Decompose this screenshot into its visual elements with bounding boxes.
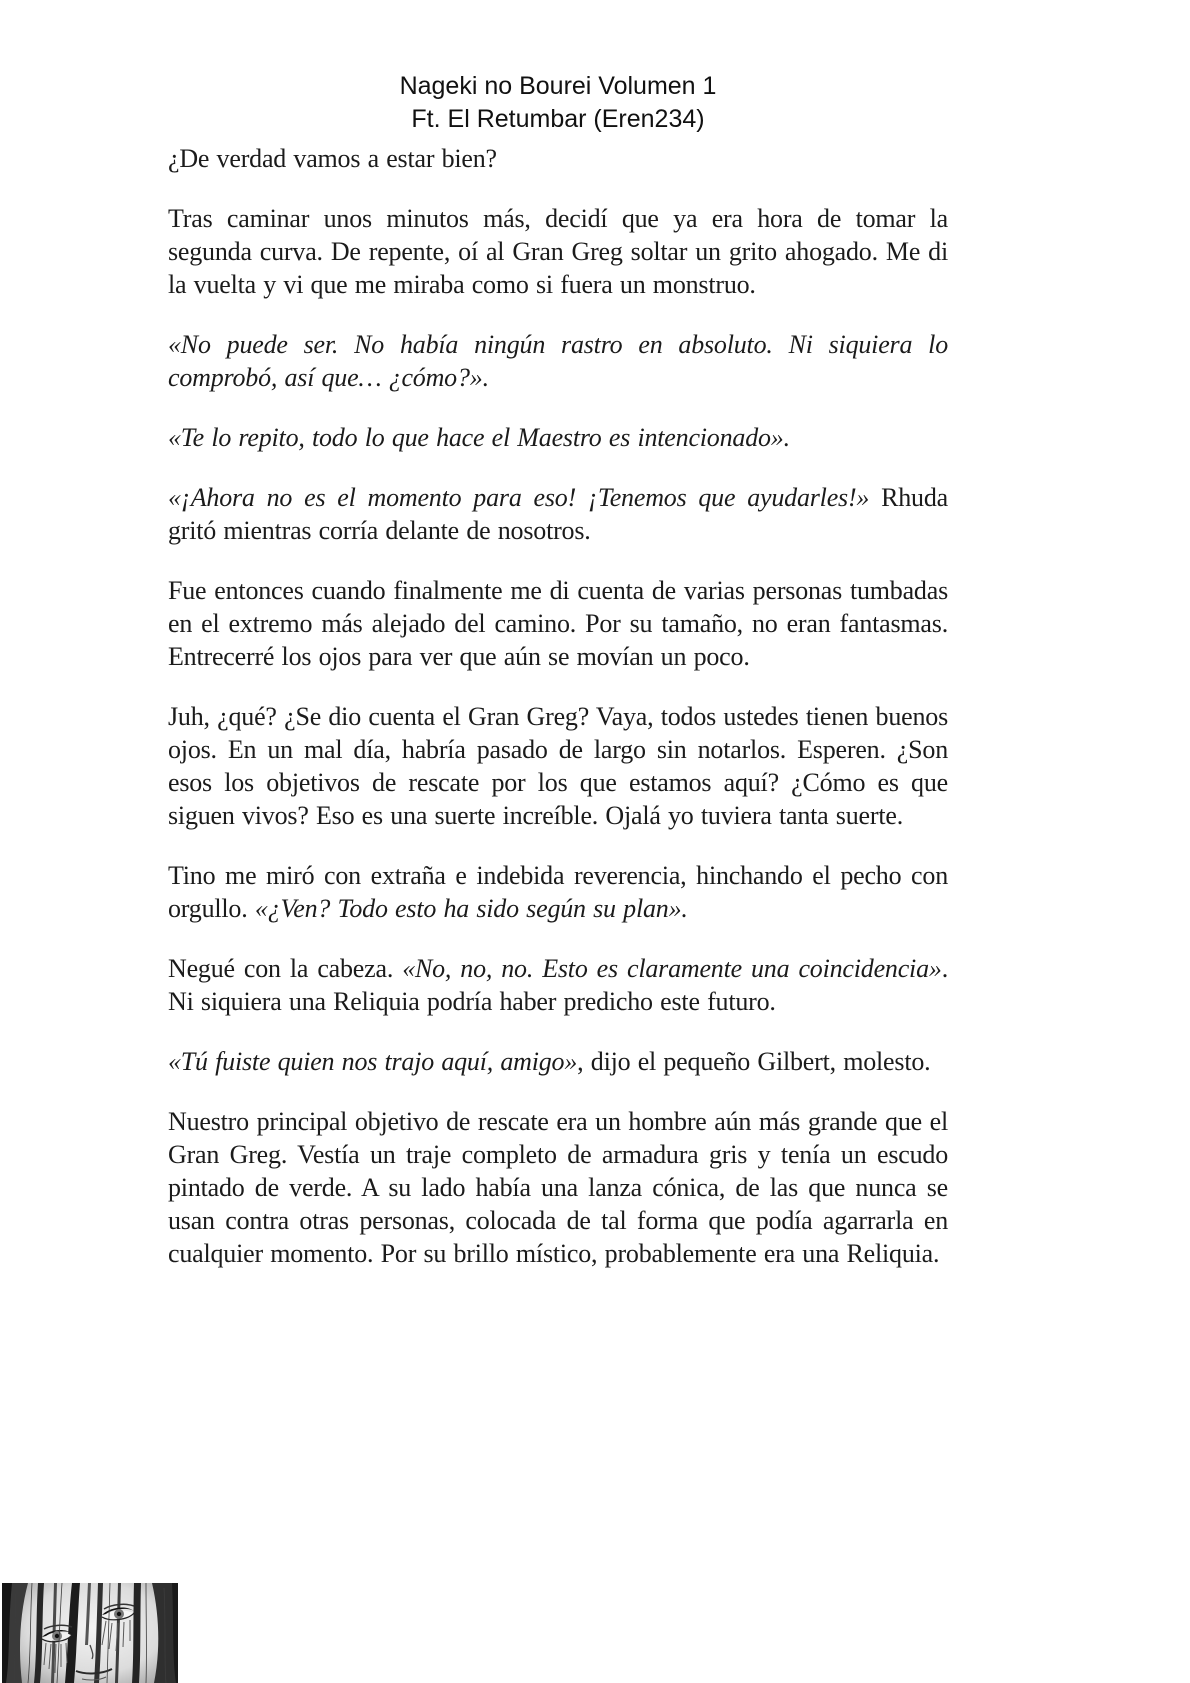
text-run: Negué con la cabeza.	[168, 954, 403, 983]
text-run: ¿De verdad vamos a estar bien?	[168, 144, 497, 173]
text-run: Tino me miró con extraña e indebida reverencia, hinchando el pecho con orgullo.	[168, 861, 948, 923]
text-run: Rhuda gritó mientras corría delante de nosotros.	[168, 483, 948, 545]
text-run: Tras caminar unos minutos más, decidí que ya era hora de tomar la segunda curva. De repente, oí al Gran Greg soltar un grito ahogado. Me di la vuelta y vi que me miraba como si fuera un monstruo.	[168, 204, 948, 299]
paragraph	[168, 421, 948, 454]
manga-face-image	[2, 1583, 178, 1683]
body-paragraphs	[168, 142, 948, 1270]
paragraph	[168, 202, 948, 301]
paragraph	[168, 328, 948, 394]
paragraph	[168, 1045, 948, 1078]
text-run: «Te lo repito, todo lo que hace el Maestro es intencionado».	[168, 423, 790, 452]
text-run: . Ni siquiera una Reliquia podría haber predicho este futuro.	[168, 954, 948, 1016]
text-run: «No, no, no. Esto es claramente una coincidencia»	[402, 954, 942, 983]
text-run: «¡Ahora no es el momento para eso! ¡Tenemos que ayudarles!»	[168, 483, 870, 512]
text-run: Fue entonces cuando finalmente me di cuenta de varias personas tumbadas en el extremo más alejado del camino. Por su tamaño, no eran fantasmas. Entrecerré los ojos para ver que aún se movían un poco.	[168, 576, 948, 671]
document-header	[168, 70, 948, 136]
paragraph	[168, 481, 948, 547]
text-run: Juh, ¿qué? ¿Se dio cuenta el Gran Greg? Vaya, todos ustedes tienen buenos ojos. En un mal día, habría pasado de largo sin notarlos. Esperen. ¿Son esos los objetivos de rescate por los que estamos aquí? ¿Cómo es que siguen vivos? Eso es una suerte increíble. Ojalá yo tuviera tanta suerte.	[168, 702, 948, 830]
manga-face-illustration	[2, 1583, 178, 1683]
header-title-line2: Ft. El Retumbar (Eren234)	[411, 105, 705, 133]
text-run: «No puede ser. No había ningún rastro en absoluto. Ni siquiera lo comprobó, así que… ¿cómo?».	[168, 330, 948, 392]
paragraph	[168, 1105, 948, 1270]
paragraph	[168, 574, 948, 673]
text-run: «¿Ven? Todo esto ha sido según su plan».	[254, 894, 688, 923]
text-column	[168, 70, 948, 1297]
text-run: «Tú fuiste quien nos trajo aquí, amigo»	[168, 1047, 578, 1076]
paragraph	[168, 142, 948, 175]
paragraph	[168, 952, 948, 1018]
paragraph	[168, 700, 948, 832]
paragraph	[168, 859, 948, 925]
text-run: Nuestro principal objetivo de rescate era un hombre aún más grande que el Gran Greg. Vestía un traje completo de armadura gris y tenía un escudo pintado de verde. A su lado había una lanza cónica, de las que nunca se usan contra otras personas, colocada de tal forma que podía agarrarla en cualquier momento. Por su brillo místico, probablemente era una Reliquia.	[168, 1107, 948, 1268]
text-run: , dijo el pequeño Gilbert, molesto.	[577, 1047, 931, 1076]
header-title-line1: Nageki no Bourei Volumen 1	[399, 72, 717, 100]
